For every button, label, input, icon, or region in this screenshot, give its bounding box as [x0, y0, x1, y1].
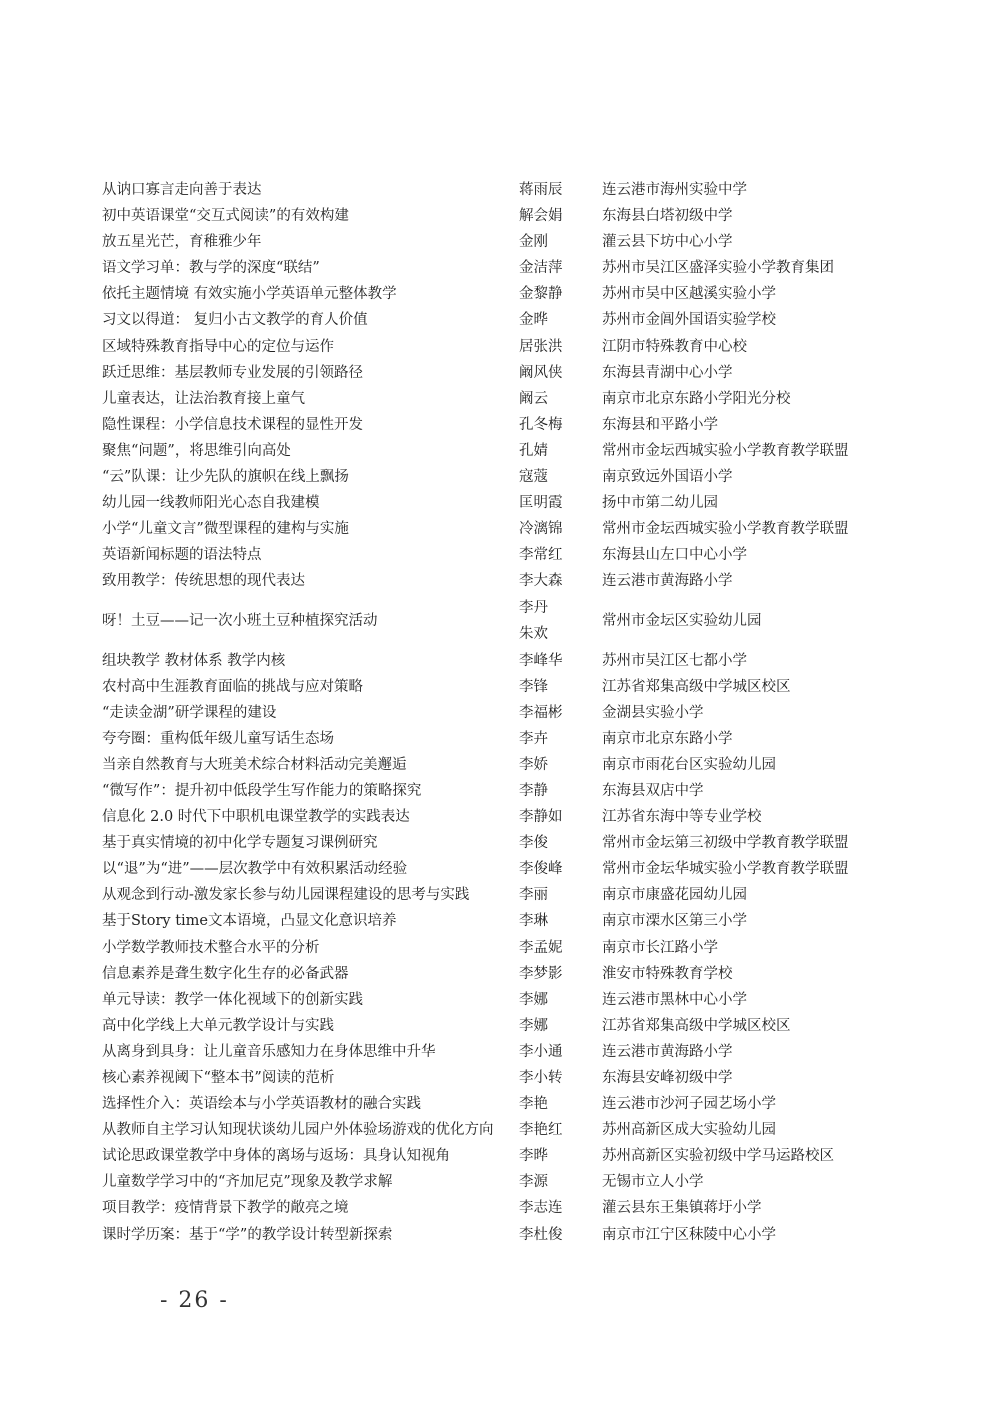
list-item: [0, 1169, 1000, 1195]
paper-title: 核心素养视阈下“整本书”阅读的范析: [102, 1070, 335, 1086]
list-item: [0, 490, 1000, 516]
list-item: [0, 386, 1000, 412]
author-name: 李晔: [519, 1148, 548, 1165]
author-name: 孔婧: [519, 442, 548, 459]
list-item: [0, 464, 1000, 490]
paper-title: 从离身到具身：让儿童音乐感知力在身体思维中升华: [102, 1043, 436, 1060]
list-item: [0, 281, 1000, 307]
list-item: [0, 935, 1000, 961]
paper-title: 英语新闻标题的语法特点: [102, 547, 262, 564]
paper-title: 隐性课程：小学信息技术课程的显性开发: [102, 416, 363, 433]
author-name: 匡明霞: [519, 495, 563, 512]
author-name: 金洁萍: [519, 260, 563, 277]
author-name: 金刚: [519, 234, 548, 251]
school-name: 南京市康盛花园幼儿园: [602, 887, 747, 904]
list-item: [0, 229, 1000, 255]
paper-title: “走读金湖”研学课程的建设: [102, 704, 277, 721]
list-item: [0, 908, 1000, 934]
school-name: 江苏省郑集高级中学城区校区: [602, 678, 791, 695]
author-name: 李卉: [519, 730, 548, 747]
paper-title: 从观念到行动-激发家长参与幼儿园课程建设的思考与实践: [102, 887, 470, 904]
author-name: 孔冬梅: [519, 416, 563, 433]
list-item: [0, 516, 1000, 542]
school-name: 东海县双店中学: [602, 782, 704, 799]
school-name: 灌云县下坊中心小学: [602, 234, 733, 251]
list-item: [0, 804, 1000, 830]
list-item: [0, 700, 1000, 726]
list-item: [0, 542, 1000, 568]
paper-title: 儿童数学学习中的“齐加尼克”现象及教学求解: [102, 1174, 393, 1191]
author-name: [519, 595, 594, 648]
school-name: 东海县安峰初级中学: [602, 1070, 733, 1086]
author-name: 李静: [519, 782, 548, 799]
paper-title: 从教师自主学习认知现状谈幼儿园户外体验场游戏的优化方向: [102, 1122, 494, 1139]
school-name: 连云港市沙河子园艺场小学: [602, 1096, 776, 1113]
author-name: 李锋: [519, 678, 548, 695]
school-name: 苏州高新区成大实验幼儿园: [602, 1122, 776, 1139]
school-name: 东海县山左口中心小学: [602, 547, 747, 564]
list-item: [0, 1013, 1000, 1039]
list-item: [0, 203, 1000, 229]
paper-title: 致用教学：传统思想的现代表达: [102, 573, 305, 590]
paper-title: 当亲自然教育与大班美术综合材料活动完美邂逅: [102, 756, 407, 773]
list-item: [0, 648, 1000, 674]
list-item: [0, 961, 1000, 987]
school-name: 苏州市吴江区盛泽实验小学教育集团: [602, 260, 834, 277]
author-name-secondary: 朱欢: [519, 626, 548, 642]
paper-title: “云”队课：让少先队的旗帜在线上飘扬: [102, 469, 349, 486]
paper-title: 区域特殊教育指导中心的定位与运作: [102, 338, 334, 355]
author-name: 解会娟: [519, 208, 563, 225]
school-name: 连云港市黄海路小学: [602, 573, 733, 590]
list-item: [0, 674, 1000, 700]
author-name: 李娇: [519, 756, 548, 773]
author-name: 李静如: [519, 809, 563, 826]
list-item: [0, 1039, 1000, 1065]
list-item: [0, 307, 1000, 333]
school-name: 南京市长江路小学: [602, 939, 718, 956]
paper-title: 聚焦“问题”，将思维引向高处: [102, 442, 291, 459]
author-name: 李俊: [519, 835, 548, 852]
author-name: 李艳: [519, 1096, 548, 1113]
school-name: 南京市江宁区秣陵中心小学: [602, 1226, 776, 1243]
list-item: [0, 1091, 1000, 1117]
paper-title: 夸夸圈：重构低年级儿童写话生态场: [102, 730, 334, 747]
author-name: 冷漓锦: [519, 521, 563, 538]
school-name: 常州市金坛西城实验小学教育教学联盟: [602, 442, 849, 459]
author-name: 李梦影: [519, 965, 563, 982]
list-item: [0, 360, 1000, 386]
author-name: 李小转: [519, 1070, 563, 1086]
list-item: [0, 1065, 1000, 1091]
paper-title: 以“退”为“进”——层次教学中有效积累活动经验: [102, 861, 408, 878]
award-list: [0, 177, 1000, 1248]
list-item: [0, 334, 1000, 360]
author-name: 寇蔻: [519, 469, 548, 486]
school-name: 金湖县实验小学: [602, 704, 704, 721]
school-name: 东海县青湖中心小学: [602, 364, 733, 381]
school-name: 江阴市特殊教育中心校: [602, 338, 747, 355]
school-name: 苏州高新区实验初级中学马运路校区: [602, 1148, 834, 1165]
author-name: 金晔: [519, 312, 548, 329]
page-number: - 26 -: [160, 1288, 229, 1313]
paper-title: 选择性介入：英语绘本与小学英语教材的融合实践: [102, 1096, 421, 1113]
paper-title: 从讷口寡言走向善于表达: [102, 182, 262, 198]
school-name: 连云港市黑林中心小学: [602, 991, 747, 1008]
list-item: [0, 752, 1000, 778]
list-item: [0, 568, 1000, 594]
list-item: [0, 882, 1000, 908]
author-name: 李娜: [519, 991, 548, 1008]
list-item: [0, 177, 1000, 203]
list-item: [0, 856, 1000, 882]
list-item: [0, 255, 1000, 281]
school-name: 常州市金坛区实验幼儿园: [602, 612, 762, 629]
author-name: 李大森: [519, 573, 563, 590]
paper-title: 单元导读：教学一体化视域下的创新实践: [102, 991, 363, 1008]
school-name: 苏州市吴中区越溪实验小学: [602, 286, 776, 303]
paper-title: 高中化学线上大单元教学设计与实践: [102, 1017, 334, 1034]
list-item: [0, 1222, 1000, 1248]
school-name: 扬中市第二幼儿园: [602, 495, 718, 512]
school-name: 南京市北京东路小学阳光分校: [602, 390, 791, 407]
paper-title: 跃迁思维：基层教师专业发展的引领路径: [102, 364, 363, 381]
school-name: 连云港市海州实验中学: [602, 182, 747, 198]
paper-title: 幼儿园一线教师阳光心态自我建模: [102, 495, 320, 512]
author-name: 李俊峰: [519, 861, 563, 878]
author-name: 李艳红: [519, 1122, 563, 1139]
author-name: 李娜: [519, 1017, 548, 1034]
paper-title: 基于Story time文本语境，凸显文化意识培养: [102, 913, 397, 930]
paper-title: 农村高中生涯教育面临的挑战与应对策略: [102, 678, 363, 695]
school-name: 常州市金坛第三初级中学教育教学联盟: [602, 835, 849, 852]
list-item: [0, 1195, 1000, 1221]
author-name: 李福彬: [519, 704, 563, 721]
paper-title: 小学“儿童文言”微型课程的建构与实施: [102, 521, 349, 538]
school-name: 江苏省东海中等专业学校: [602, 809, 762, 826]
paper-title: 习文以得道： 复归小古文教学的育人价值: [102, 312, 368, 329]
school-name: 苏州市吴江区七都小学: [602, 652, 747, 669]
school-name: 东海县和平路小学: [602, 416, 718, 433]
school-name: 东海县白塔初级中学: [602, 208, 733, 225]
paper-title: 信息化 2.0 时代下中职机电课堂教学的实践表达: [102, 809, 410, 826]
paper-title: 组块教学 教材体系 教学内核: [102, 652, 286, 669]
list-item: [0, 1143, 1000, 1169]
school-name: 常州市金坛华城实验小学教育教学联盟: [602, 861, 849, 878]
list-item: [0, 412, 1000, 438]
author-name: 李源: [519, 1174, 548, 1191]
paper-title: 初中英语课堂“交互式阅读”的有效构建: [102, 208, 349, 225]
paper-title: 小学数学教师技术整合水平的分析: [102, 939, 320, 956]
author-name: 金黎静: [519, 286, 563, 303]
paper-title: 呀！土豆——记一次小班土豆种植探究活动: [102, 612, 378, 629]
school-name: 淮安市特殊教育学校: [602, 965, 733, 982]
author-name: 蒋雨辰: [519, 182, 563, 198]
school-name: 连云港市黄海路小学: [602, 1043, 733, 1060]
author-name: 李常红: [519, 547, 563, 564]
list-item: [0, 987, 1000, 1013]
school-name: 南京市溧水区第三小学: [602, 913, 747, 930]
paper-title: 放五星光芒，育稚雅少年: [102, 234, 262, 251]
list-item: [0, 778, 1000, 804]
author-name: 李丽: [519, 887, 548, 904]
author-name: 李志连: [519, 1200, 563, 1217]
school-name: 苏州市金阊外国语实验学校: [602, 312, 776, 329]
school-name: 无锡市立人小学: [602, 1174, 704, 1191]
author-name: 李杜俊: [519, 1226, 563, 1243]
paper-title: 项目教学：疫情背景下教学的敞亮之境: [102, 1200, 349, 1217]
author-name: 李峰华: [519, 652, 563, 669]
author-name: 李孟妮: [519, 939, 563, 956]
author-name: 阚云: [519, 390, 548, 407]
paper-title: 儿童表达，让法治教育接上童气: [102, 390, 305, 407]
school-name: 南京致远外国语小学: [602, 469, 733, 486]
paper-title: 基于真实情境的初中化学专题复习课例研究: [102, 835, 378, 852]
author-name: 李小通: [519, 1043, 563, 1060]
school-name: 江苏省郑集高级中学城区校区: [602, 1017, 791, 1034]
school-name: 南京市雨花台区实验幼儿园: [602, 756, 776, 773]
author-name: 居张洪: [519, 338, 563, 355]
author-name-primary: 李丹: [519, 599, 548, 616]
paper-title: 信息素养是聋生数字化生存的必备武器: [102, 965, 349, 982]
paper-title: 语文学习单：教与学的深度“联结”: [102, 260, 320, 277]
paper-title: “微写作”：提升初中低段学生写作能力的策略探究: [102, 782, 422, 799]
school-name: 常州市金坛西城实验小学教育教学联盟: [602, 521, 849, 538]
school-name: 南京市北京东路小学: [602, 730, 733, 747]
school-name: 灌云县东王集镇蒋圩小学: [602, 1200, 762, 1217]
list-item: [0, 726, 1000, 752]
paper-title: 试论思政课堂教学中身体的离场与返场：具身认知视角: [102, 1148, 450, 1165]
author-name: 李琳: [519, 913, 548, 930]
list-item: [0, 438, 1000, 464]
list-item: [0, 1117, 1000, 1143]
paper-title: 依托主题情境 有效实施小学英语单元整体教学: [102, 286, 397, 303]
list-item: [0, 830, 1000, 856]
paper-title: 课时学历案：基于“学”的教学设计转型新探索: [102, 1226, 393, 1243]
author-name: 阚风侠: [519, 364, 563, 381]
list-item: [0, 595, 1000, 648]
